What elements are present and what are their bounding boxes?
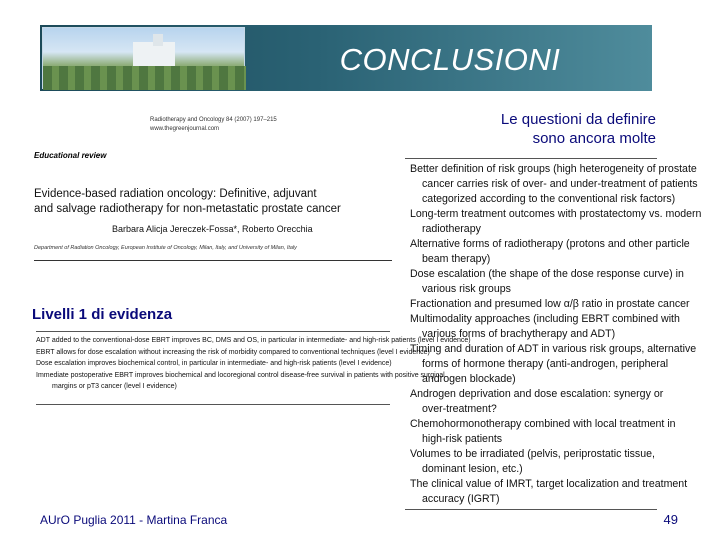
journal-website: www.thegreenjournal.com xyxy=(150,126,220,132)
question-line: Volumes to be irradiated (pelvis, periprostatic tissue, xyxy=(410,448,655,460)
question-line: over-treatment? xyxy=(422,403,497,415)
question-line: Timing and duration of ADT in various risk groups, alternative xyxy=(410,343,697,355)
question-line: high-risk patients xyxy=(422,433,503,445)
questions-list xyxy=(410,162,702,507)
question-line: forms of hormone therapy (anti-androgen, peripheral xyxy=(422,358,669,370)
question-line: Multimodality approaches (including EBRT combined with xyxy=(410,313,680,325)
question-line: androgen blockade) xyxy=(422,373,516,385)
paper-title-line-2: and salvage radiotherapy for non-metastatic prostate cancer xyxy=(34,203,341,215)
subtitle-line-1: Le questioni da definire xyxy=(500,111,656,128)
footer-event: AUrO Puglia 2011 - Martina Franca xyxy=(40,513,228,527)
question-line: dominant lesion, etc.) xyxy=(422,463,523,475)
photo-tower xyxy=(153,34,163,46)
question-line: Long-term treatment outcomes with prostatectomy vs. modern xyxy=(410,208,702,220)
question-line: Better definition of risk groups (high heterogeneity of prostate xyxy=(410,163,697,175)
level-line: ADT added to the conventional-dose EBRT improves BC, DMS and OS, in particular in intermediate- and high-risk patients (level I evidence) xyxy=(36,337,471,344)
header-photo xyxy=(42,27,245,89)
levels-heading: Livelli 1 di evidenza xyxy=(32,306,173,323)
level-line: margins or pT3 cancer (level I evidence) xyxy=(52,383,177,390)
question-line: various forms of brachytherapy and ADT) xyxy=(422,328,616,340)
slide-title: CONCLUSIONI xyxy=(339,42,561,77)
question-line: Dose escalation (the shape of the dose response curve) in xyxy=(410,268,684,280)
paper-affiliation: Department of Radiation Oncology, European Institute of Oncology, Milan, Italy, and University of Milan, Italy xyxy=(34,245,297,251)
levels-rule-top xyxy=(36,331,390,332)
question-line: The clinical value of IMRT, target localization and treatment xyxy=(410,478,688,490)
question-line: cancer carries risk of over- and under-treatment of patients xyxy=(422,178,698,190)
level-line: Dose escalation improves biochemical control, in particular in intermediate- and high-risk patients (level I evidence) xyxy=(36,360,392,367)
question-line: various risk groups xyxy=(422,283,511,295)
slide-subtitle xyxy=(420,110,656,148)
journal-citation: Radiotherapy and Oncology 84 (2007) 197–215 xyxy=(150,117,277,123)
page-number: 49 xyxy=(663,512,678,527)
question-line: Alternative forms of radiotherapy (protons and other particle xyxy=(410,238,690,250)
subtitle-line-2: sono ancora molte xyxy=(532,130,656,147)
question-line: Fractionation and presumed low α/β ratio in prostate cancer xyxy=(410,298,690,310)
questions-rule-bottom xyxy=(405,509,657,510)
question-line: categorized according to the conventional risk factors) xyxy=(422,193,676,205)
photo-trees xyxy=(43,66,246,90)
paper-authors: Barbara Alicja Jereczek-Fossa*, Roberto Orecchia xyxy=(112,224,313,234)
question-line: beam therapy) xyxy=(422,253,491,265)
question-line: Chemohormonotherapy combined with local treatment in xyxy=(410,418,676,430)
paper-divider xyxy=(34,260,392,261)
questions-rule-top xyxy=(405,158,657,159)
paper-title-line-1: Evidence-based radiation oncology: Definitive, adjuvant xyxy=(34,188,317,200)
paper-title xyxy=(34,187,394,217)
question-line: Androgen deprivation and dose escalation: synergy or xyxy=(410,388,664,400)
level-line: EBRT allows for dose escalation without increasing the risk of morbidity compared to conventional techniques (level I evidence) xyxy=(36,348,430,356)
question-line: accuracy (IGRT) xyxy=(422,493,500,505)
question-line: radiotherapy xyxy=(422,223,481,235)
level-line: Immediate postoperative EBRT improves biochemical and locoregional control disease-free survival in patients with positive surgical xyxy=(36,371,445,379)
paper-section: Educational review xyxy=(34,151,107,160)
levels-rule-bottom xyxy=(36,404,390,405)
paper-header-excerpt xyxy=(34,115,394,265)
